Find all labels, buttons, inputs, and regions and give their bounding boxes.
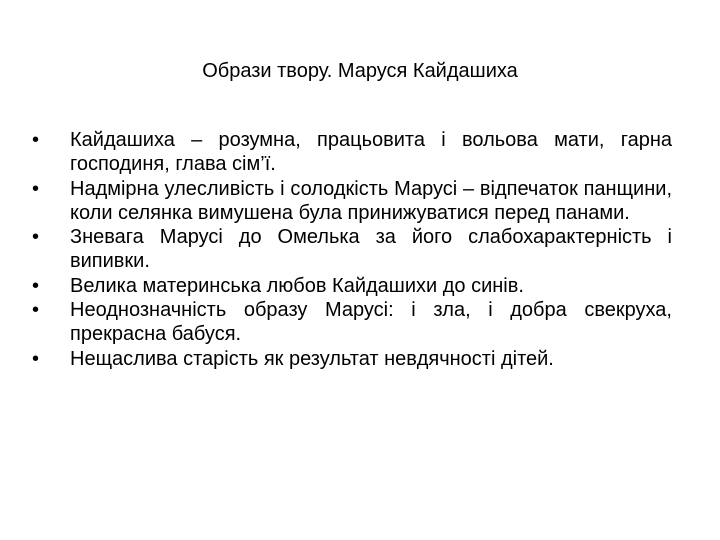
bullet-item-text: Кайдашиха – розумна, працьовита і вольова мати, гарна господиня, глава сім’ї. (70, 129, 672, 176)
bullet-item-text: Нещаслива старість як результат невдячності дітей. (70, 347, 554, 370)
bullet-icon: • (32, 226, 40, 249)
bullet-icon: • (32, 129, 40, 151)
bullet-list (32, 128, 672, 371)
slide-title: Образи твору. Маруся Кайдашиха (202, 60, 518, 82)
bullet-item-text: Надмірна улесливість і солодкість Марусі – відпечаток панщини, коли селянка вимушена була принижуватися перед панами. (70, 177, 672, 224)
bullet-item (32, 298, 672, 347)
bullet-icon: • (32, 177, 40, 200)
bullet-item-text: Неоднозначність образу Марусі: і зла, і добра свекруха, прекрасна бабуся. (70, 299, 672, 346)
bullet-item-text: Велика материнська любов Кайдашихи до синів. (70, 274, 524, 297)
bullet-icon: • (32, 274, 40, 297)
bullet-item (32, 128, 672, 177)
bullet-icon: • (32, 347, 40, 370)
bullet-item (32, 347, 672, 371)
bullet-item (32, 177, 672, 226)
bullet-icon: • (32, 299, 40, 322)
bullet-item (32, 225, 672, 274)
bullet-item-text: Зневага Марусі до Омелька за його слабохарактерність і випивки. (70, 226, 672, 273)
bullet-item (32, 274, 672, 298)
